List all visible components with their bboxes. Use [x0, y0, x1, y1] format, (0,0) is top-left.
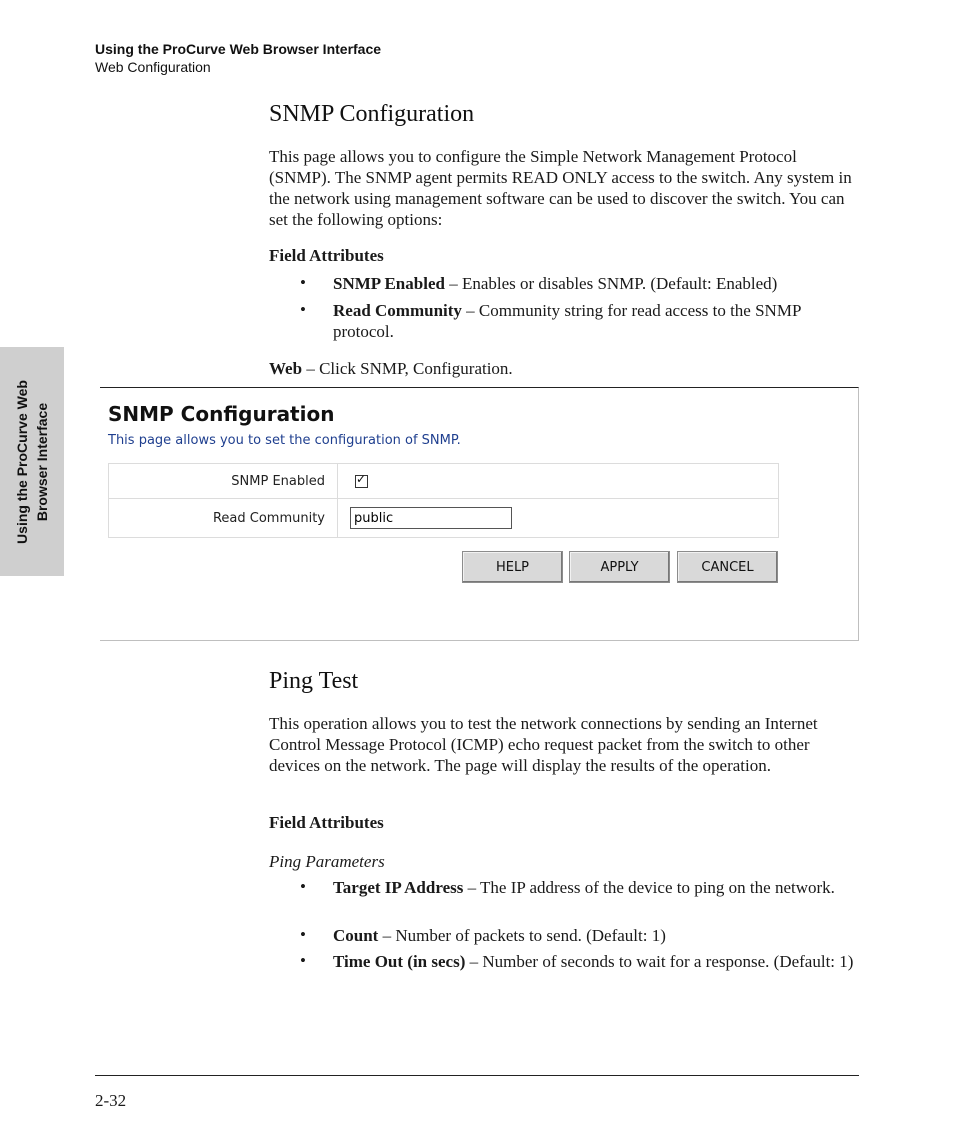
help-button[interactable]: HELP — [462, 551, 563, 583]
running-header-title: Using the ProCurve Web Browser Interface — [95, 41, 382, 57]
side-tab-line-2: Browser Interface — [34, 402, 50, 521]
snmp-enabled-cell — [338, 464, 779, 499]
running-header-subtitle: Web Configuration — [95, 59, 211, 75]
snmp-enabled-checkbox[interactable] — [355, 475, 368, 488]
cancel-button[interactable]: CANCEL — [677, 551, 778, 583]
bullet-icon: • — [300, 300, 306, 319]
ping-bullet-target: Target IP Address – The IP address of the device to ping on the network. — [333, 878, 835, 897]
page-number: 2-32 — [95, 1091, 127, 1110]
footer-divider — [95, 1075, 859, 1076]
ping-bullet-count: Count – Number of packets to send. (Default: 1) — [333, 926, 666, 945]
bullet-icon: • — [300, 877, 306, 896]
ping-field-attributes: Field Attributes — [269, 813, 384, 832]
screenshot-description: This page allows you to set the configuration of SNMP. — [108, 433, 461, 448]
bullet-icon: • — [300, 925, 306, 944]
snmp-config-screenshot — [100, 387, 859, 641]
snmp-heading: SNMP Configuration — [269, 101, 475, 127]
side-tab-line-1: Using the ProCurve Web — [14, 379, 30, 544]
snmp-intro: This page allows you to configure the Simple Network Management Protocol (SNMP). The SNMP agent permits READ ONLY access to the switch. Any system in the network using management software can be used to discover the switch. You can set the following options: — [269, 147, 852, 229]
read-community-cell — [338, 499, 779, 538]
ping-parameters-subheading: Ping Parameters — [269, 852, 385, 871]
table-row — [109, 499, 779, 538]
apply-button[interactable]: APPLY — [569, 551, 670, 583]
snmp-bullet-community: Read Community – Community string for read access to the SNMP protocol. — [333, 301, 801, 341]
screenshot-title: SNMP Configuration — [108, 402, 335, 426]
snmp-enabled-label: SNMP Enabled — [109, 464, 338, 499]
snmp-field-attributes: Field Attributes — [269, 246, 384, 265]
bullet-icon: • — [300, 273, 306, 292]
read-community-label: Read Community — [109, 499, 338, 538]
ping-heading: Ping Test — [269, 668, 359, 694]
snmp-bullet-enabled: SNMP Enabled – Enables or disables SNMP. (Default: Enabled) — [333, 274, 778, 293]
ping-bullet-timeout: Time Out (in secs) – Number of seconds to wait for a response. (Default: 1) — [333, 952, 854, 971]
snmp-web-instruction: Web – Click SNMP, Configuration. — [269, 359, 513, 378]
side-tab-label — [12, 380, 52, 544]
read-community-input[interactable] — [350, 507, 512, 529]
bullet-icon: • — [300, 951, 306, 970]
side-tab — [0, 347, 64, 576]
snmp-config-table — [108, 463, 779, 538]
table-row — [109, 464, 779, 499]
ping-intro: This operation allows you to test the network connections by sending an Internet Control Message Protocol (ICMP) echo request packet from the switch to other devices on the network. The page will display the results of the operation. — [269, 714, 818, 775]
